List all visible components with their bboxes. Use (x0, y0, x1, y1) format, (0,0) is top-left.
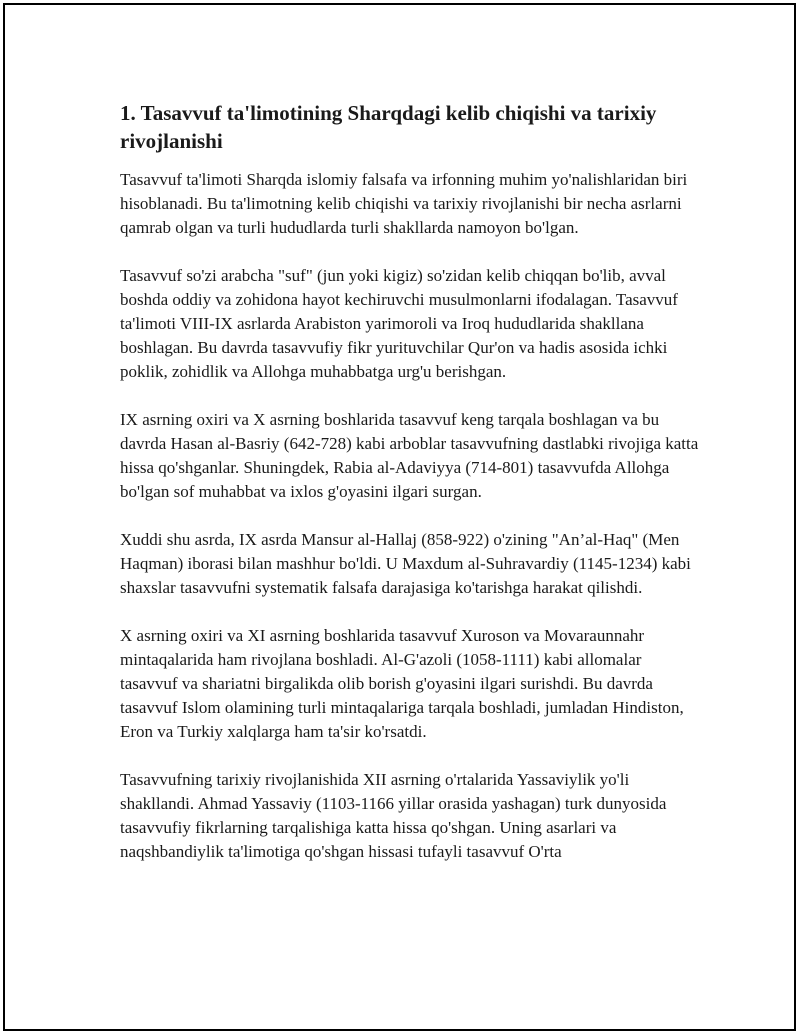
page-frame (3, 3, 796, 1031)
paragraph-1: Tasavvuf ta'limoti Sharqda islomiy falsafa va irfonning muhim yo'nalishlaridan biri hisoblanadi. Bu ta'limotning kelib chiqishi va tarixiy rivojlanishi bir necha asrlarni qamrab olgan va turli hududlarda turli shakllarda namoyon bo'lgan. (120, 170, 688, 237)
document-body (120, 99, 700, 888)
paragraph-2: Tasavvuf so'zi arabcha "suf" (jun yoki kigiz) so'zidan kelib chiqqan bo'lib, avval boshda oddiy va zohidona hayot kechiruvchi musulmonlarni ifodalagan. Tasavvuf ta'limoti VIII-IX asrlarda Arabiston yarimoroli va Iroq hududlarida shakllana boshlagan. Bu davrda tasavvufiy fikr yurituvchilar Qur'on va hadis asosida ichki poklik, zohidlik va Allohga muhabbatga urg'u berishgan. (120, 266, 678, 381)
paragraph-4: Xuddi shu asrda, IX asrda Mansur al-Hallaj (858-922) o'zining "An’al-Haq" (Men Haqman) iborasi bilan mashhur bo'ldi. U Maxdum al-Suhravardiy (1145-1234) kabi shaxslar tasavvufni systematik falsafa darajasiga ko'tarishga harakat qilishdi. (120, 530, 691, 597)
document-title: 1. Tasavvuf ta'limotining Sharqdagi kelib chiqishi va tarixiy rivojlanishi (120, 101, 657, 153)
paragraph-5: X asrning oxiri va XI asrning boshlarida tasavvuf Xuroson va Movaraunnahr mintaqalarida ham rivojlana boshladi. Al-G'azoli (1058-1111) kabi allomalar tasavvuf va shariatni birgalikda olib borish g'oyasini ilgari surishdi. Bu davrda tasavvuf Islom olamining turli mintaqalariga tarqala boshladi, jumladan Hindiston, Eron va Turkiy xalqlarga ham ta'sir ko'rsatdi. (120, 626, 684, 741)
paragraph-6: Tasavvufning tarixiy rivojlanishida XII asrning o'rtalarida Yassaviylik yo'li shakllandi. Ahmad Yassaviy (1103-1166 yillar orasida yashagan) turk dunyosida tasavvufiy fikrlarning tarqalishiga katta hissa qo'shgan. Uning asarlari va naqshbandiylik ta'limotiga qo'shgan hissasi tufayli tasavvuf O'rta (120, 770, 667, 861)
paragraph-3: IX asrning oxiri va X asrning boshlarida tasavvuf keng tarqala boshlagan va bu davrda Hasan al-Basriy (642-728) kabi arboblar tasavvufning dastlabki rivojiga katta hissa qo'shganlar. Shuningdek, Rabia al-Adaviyya (714-801) tasavvufda Allohga bo'lgan sof muhabbat va ixlos g'oyasini ilgari surgan. (120, 410, 699, 501)
